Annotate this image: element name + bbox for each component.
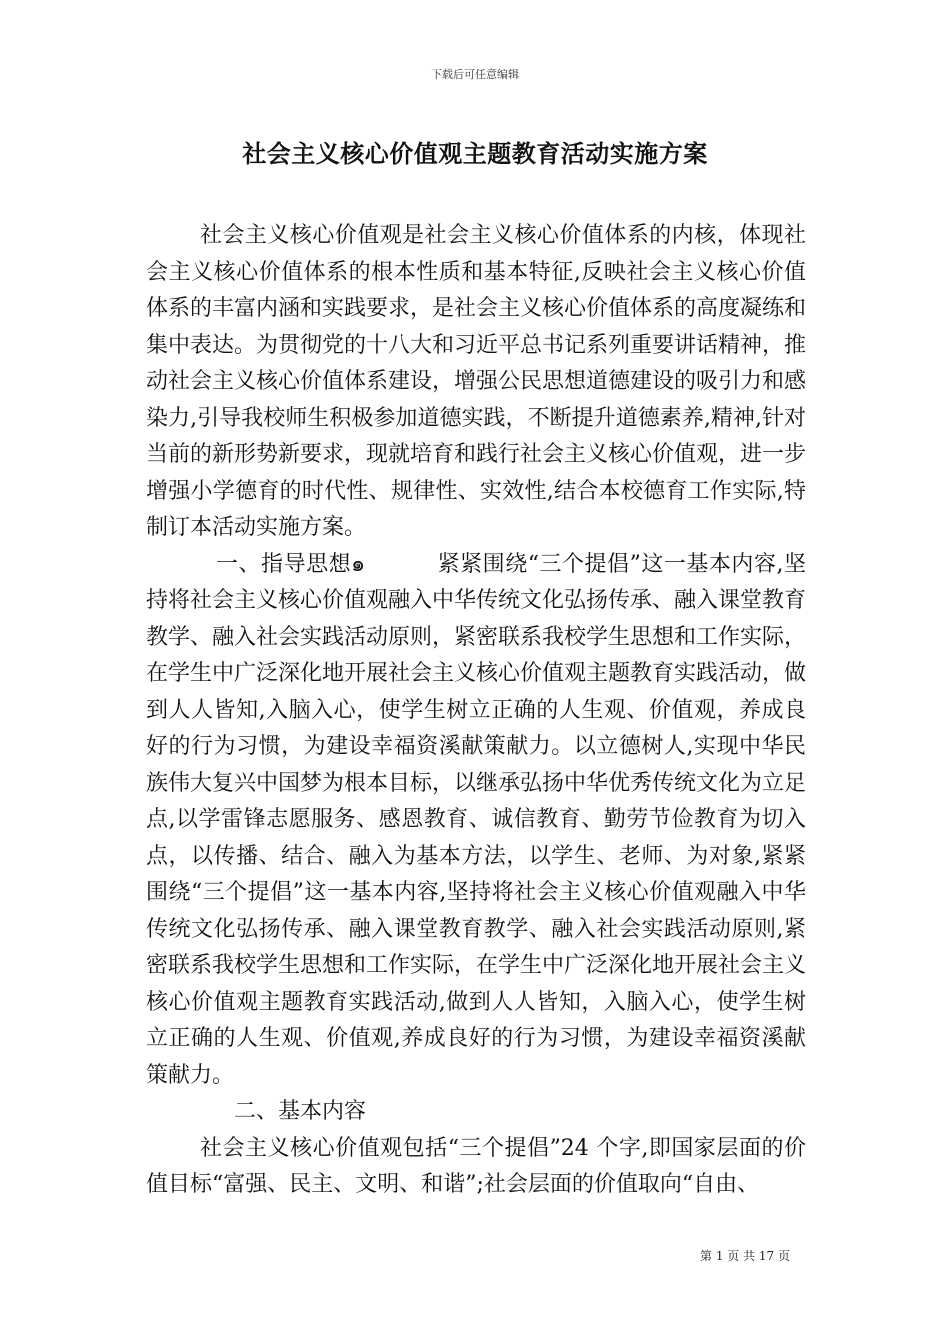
section-1-body: 紧紧围绕“三个提倡”这一基本内容,坚持将社会主义核心价值观融入中华传统文化弘扬传承、融入课堂教育教学、融入社会实践活动原则，紧密联系我校学生思想和工作实际，在学生中广泛深化地开展社会主义核心价值观主题教育实践活动，做到人人皆知,入脑入心，使学生树立正确的人生观、价值观，养成良好的行为习惯，为建设幸福资溪献策献力。以立德树人,实现中华民族伟大复兴中国梦为根本目标，以继承弘扬中华优秀传统文化为立足点,以学雷锋志愿服务、感恩教育、诚信教育、勤劳节俭教育为切入点，以传播、结合、融入为基本方法，以学生、老师、为对象,紧紧围绕“三个提倡”这一基本内容,坚持将社会主义核心价值观融入中华传统文化弘扬传承、融入课堂教育教学、融入社会实践活动原则,紧密联系我校学生思想和工作实际，在学生中广泛深化地开展社会主义核心价值观主题教育实践活动,做到人人皆知，入脑入心，使学生树立正确的人生观、价值观,养成良好的行为习惯，为建设幸福资溪献策献力。 — [146, 551, 807, 1088]
intro-paragraph: 社会主义核心价值观是社会主义核心价值体系的内核，体现社会主义核心价值体系的根本性质和基本特征,反映社会主义核心价值体系的丰富内涵和实践要求，是社会主义核心价值体系的高度凝练和集中表达。为贯彻党的十八大和习近平总书记系列重要讲话精神，推动社会主义核心价值体系建设，增强公民思想道德建设的吸引力和感染力,引导我校师生积极参加道德实践，不断提升道德素养,精神,针对当前的新形势新要求，现就培育和践行社会主义核心价值观，进一步增强小学德育的时代性、规律性、实效性,结合本校德育工作实际,特制订本活动实施方案。 — [146, 223, 807, 540]
document-title: 社会主义核心价值观主题教育活动实施方案 — [242, 139, 708, 168]
section-1-paragraph — [146, 547, 806, 1095]
section-1-heading: 一、指导思想 — [216, 551, 352, 577]
section-1-mark: ๑ — [351, 551, 366, 577]
page-number-footer: 第 1 页 共 17 页 — [700, 1249, 790, 1263]
section-2-paragraph: 社会主义核心价值观包括“三个提倡”24 个字,即国家层面的价值目标“富强、民主、文明、和谐”;社会层面的价值取向“自由、 — [146, 1135, 806, 1197]
header-note: 下载后可任意编辑 — [431, 68, 519, 81]
document-body — [146, 218, 806, 1204]
section-2-heading: 二、基本内容 — [234, 1099, 367, 1124]
